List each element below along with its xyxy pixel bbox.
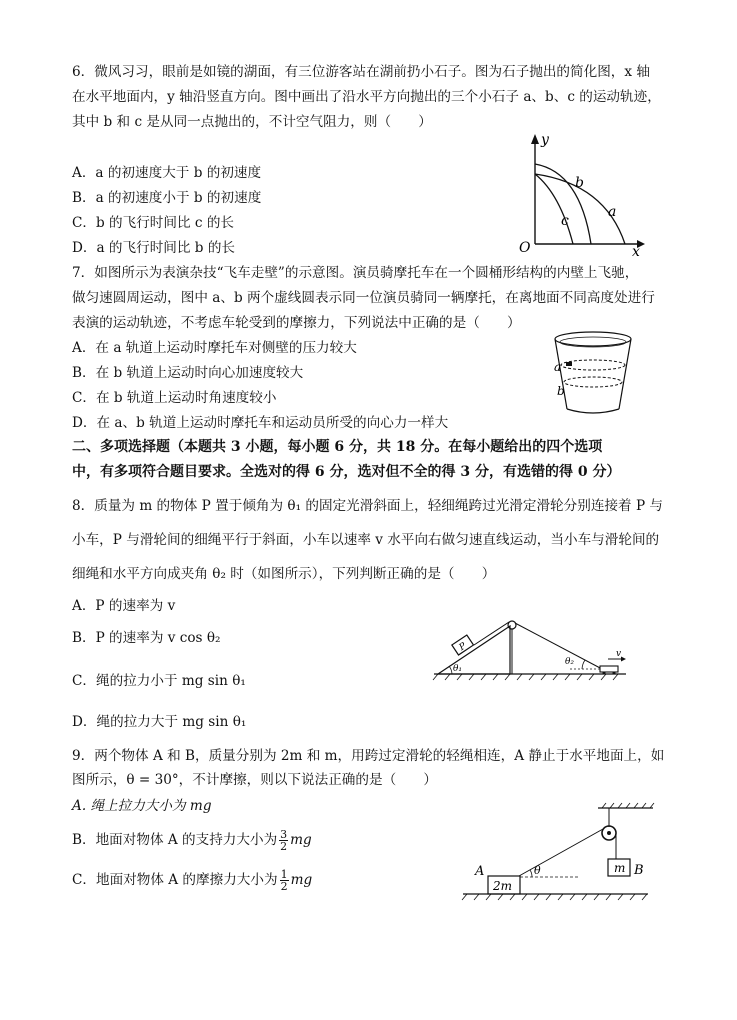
q8-option-a: A．P 的速率为 v	[72, 598, 176, 614]
q7-line2: 做匀速圆周运动，图中 a、b 两个虚线圆表示同一位演员骑同一辆摩托，在离地面不同高度处进行	[72, 290, 655, 306]
q6-line2: 在水平地面内，y 轴沿竖直方向。图中画出了沿水平方向抛出的三个小石子 a、b、c 的运动轨迹，	[72, 89, 661, 105]
q6-fig-origin-label: O	[519, 240, 531, 256]
q8-line3: 细绳和水平方向成夹角 θ₂ 时（如图所示），下列判断正确的是（ ）	[72, 566, 496, 582]
q9-option-a: A. 绳上拉力大小为 mg	[72, 798, 212, 814]
q8-fig-theta1-label: θ₁	[453, 664, 463, 674]
q9-pulley-figure	[458, 802, 658, 907]
q6-fig-y-label: y	[541, 132, 549, 148]
q6-option-d: D．a 的飞行时间比 b 的长	[72, 240, 236, 256]
q9-fig-b-mass-label: m	[614, 861, 626, 875]
q8-fig-p-label: P	[457, 641, 469, 654]
q9-option-b	[72, 826, 312, 854]
q7-option-a: A．在 a 轨道上运动时摩托车对侧壁的压力较大	[72, 340, 357, 356]
section2-header-line1: 二、多项选择题（本题共 3 小题，每小题 6 分，共 18 分。在每小题给出的四个选项	[72, 439, 603, 455]
q8-fig-v-label: v	[616, 649, 622, 659]
q9-line1: 9．两个物体 A 和 B，质量分别为 2m 和 m，用跨过定滑轮的轻绳相连，A 静止于水平地面上，如	[72, 748, 665, 764]
q9-option-b-denominator: 2	[280, 840, 288, 853]
q6-fig-c-label: c	[561, 213, 569, 229]
q8-fig-theta2-label: θ₂	[565, 657, 575, 667]
q7-fig-a-label: a	[554, 360, 562, 374]
q6-option-c: C．b 的飞行时间比 c 的长	[72, 215, 235, 231]
q8-line1: 8．质量为 m 的物体 P 置于倾角为 θ₁ 的固定光滑斜面上，轻细绳跨过光滑定滑轮分别连接着 P 与	[72, 498, 664, 514]
q8-option-d: D．绳的拉力大于 mg sin θ₁	[72, 714, 247, 730]
q7-line3: 表演的运动轨迹，不考虑车轮受到的摩擦力，下列说法中正确的是（ ）	[72, 315, 521, 331]
q9-option-c-denominator: 2	[280, 880, 288, 893]
q7-line1: 7．如图所示为表演杂技“飞车走壁”的示意图。演员骑摩托车在一个圆桶形结构的内壁上飞驰，	[72, 265, 639, 281]
q9-option-b-text: B．地面对物体 A 的支持力大小为	[72, 832, 278, 848]
q9-fig-a-mass-label: 2m	[493, 879, 513, 893]
q9-fig-b-label: B	[634, 863, 644, 878]
q7-fig-b-label: b	[557, 384, 565, 398]
q7-bucket-figure	[548, 325, 638, 420]
section2-header-line2: 中，有多项符合题目要求。全选对的得 6 分，选对但不全的得 3 分，有选错的得 0 分）	[72, 464, 621, 480]
q9-option-c	[72, 866, 312, 894]
q9-fig-theta-label: θ	[534, 864, 541, 877]
q8-option-c: C．绳的拉力小于 mg sin θ₁	[72, 673, 246, 689]
q7-option-b: B．在 b 轨道上运动时向心加速度较大	[72, 365, 304, 381]
q9-option-c-numerator: 1	[280, 868, 288, 881]
q9-option-b-unit: mg	[290, 832, 312, 848]
q9-line2: 图所示，θ = 30°，不计摩擦，则以下说法正确的是（ ）	[72, 772, 437, 788]
q6-line3: 其中 b 和 c 是从同一点抛出的，不计空气阻力，则（ ）	[72, 114, 432, 130]
q7-option-d: D．在 a、b 轨道上运动时摩托车和运动员所受的向心力一样大	[72, 415, 449, 431]
q9-fig-a-label: A	[475, 864, 485, 879]
q6-fig-b-label: b	[575, 175, 584, 191]
q9-option-b-numerator: 3	[280, 828, 288, 841]
q6-fig-a-label: a	[608, 204, 617, 220]
q6-option-a: A．a 的初速度大于 b 的初速度	[72, 165, 262, 181]
q6-option-b: B．a 的初速度小于 b 的初速度	[72, 190, 262, 206]
q7-option-c: C．在 b 轨道上运动时角速度较小	[72, 390, 277, 406]
q6-trajectory-figure	[505, 132, 645, 257]
q8-incline-figure	[430, 612, 630, 687]
q6-line1: 6．微风习习，眼前是如镜的湖面，有三位游客站在湖前扔小石子。图为石子抛出的简化图，x 轴	[72, 64, 650, 80]
q9-option-c-text: C．地面对物体 A 的摩擦力大小为	[72, 872, 278, 888]
q6-fig-x-label: x	[632, 244, 640, 257]
q8-option-b: B．P 的速率为 v cos θ₂	[72, 630, 221, 646]
q9-option-c-unit: mg	[290, 872, 313, 888]
q8-line2: 小车，P 与滑轮间的细绳平行于斜面，小车以速率 v 水平向右做匀速直线运动，当小车与滑轮间的	[72, 532, 660, 548]
q9-option-b-fraction	[279, 829, 288, 852]
q9-option-c-fraction	[280, 869, 289, 892]
